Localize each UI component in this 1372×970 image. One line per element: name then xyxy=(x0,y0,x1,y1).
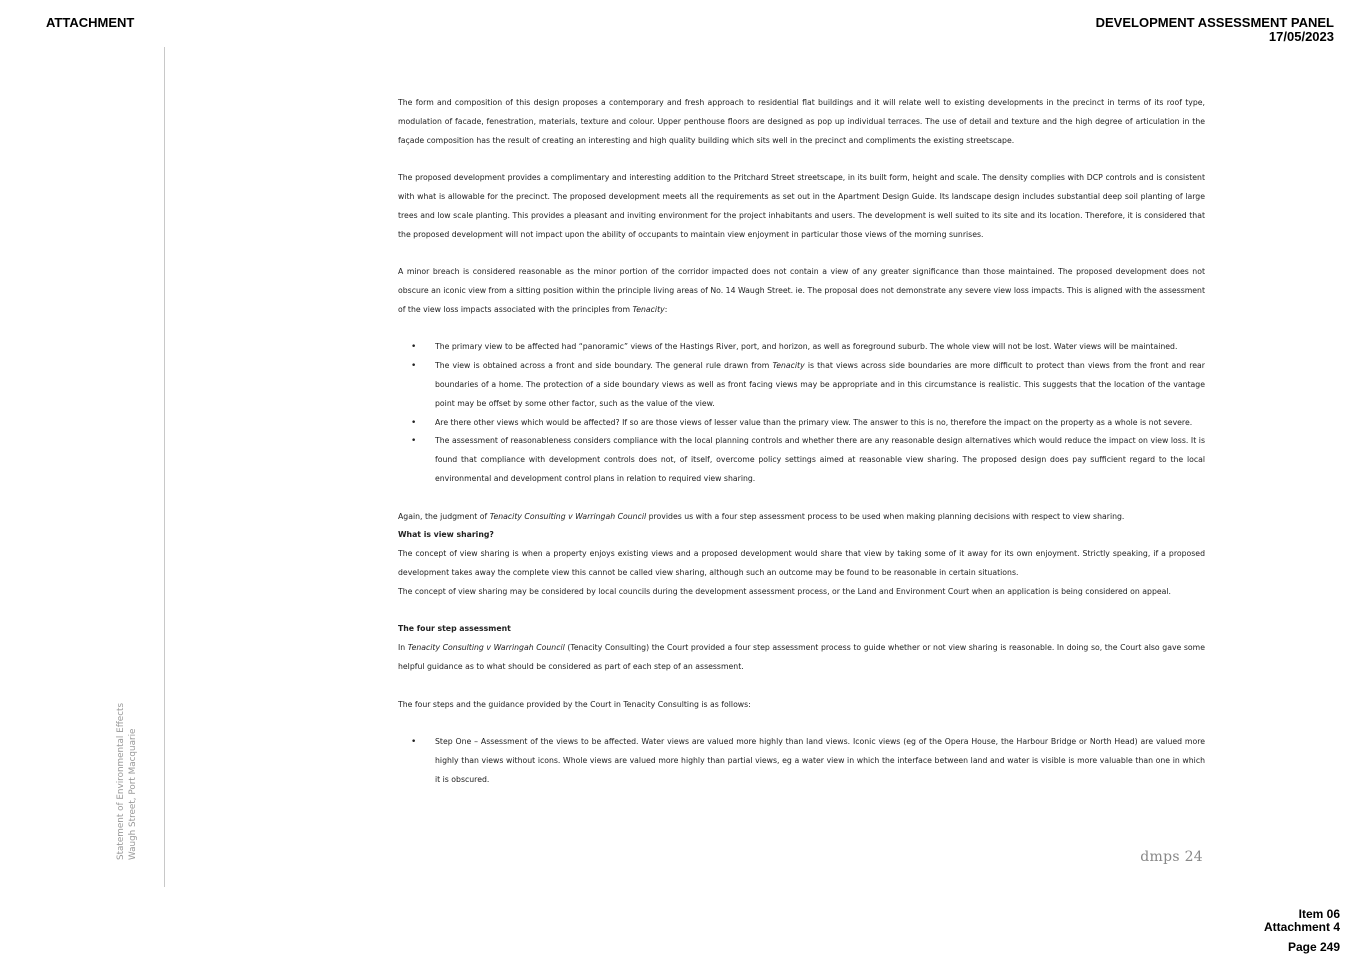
list-item: • The assessment of reasonableness considers compliance with the local planning controls and whether there are any reasonable design alternatives which would reduce the impact on view loss. It is found that compliance with development controls does not, of itself, overcome policy settings aimed at reasonable view sharing. The proposed design does pay sufficient regard to the local environmental and development control plans in relation to required view sharing. xyxy=(398,432,1205,488)
list-item: • Are there other views which would be affected? If so are those views of lesser value than the primary view. The answer to this is no, therefore the impact on the property as a whole is not severe. xyxy=(398,414,1205,433)
list-item: • Step One – Assessment of the views to be affected. Water views are valued more highly than land views. Iconic views (eg of the Opera House, the Harbour Bridge or North Head) are valued more highly than views without icons. Whole views are valued more highly than partial views, eg a water view in which the interface between land and water is visible is more valuable than one in which it is obscured. xyxy=(398,733,1205,789)
footer-page: Page 249 xyxy=(1287,940,1340,954)
view-loss-bullet-list xyxy=(398,338,1205,488)
paragraph: The proposed development provides a complimentary and interesting addition to the Pritchard Street streetscape, in its built form, height and scale. The density complies with DCP controls and is consistent with what is allowable for the precinct. The proposed development meets all the requirements as set out in the Apartment Design Guide. Its landscape design includes substantial deep soil planting of large trees and low scale planting. This provides a pleasant and inviting environment for the project inhabitants and users. The development is well suited to its site and its location. Therefore, it is considered that the proposed development will not impact upon the ability of occupants to maintain view enjoyment in particular those views of the morning sunrises. xyxy=(398,173,1205,239)
section-heading: What is view sharing? xyxy=(398,530,494,540)
header-panel-title: DEVELOPMENT ASSESSMENT PANEL xyxy=(1095,15,1334,30)
page-number-mark: dmps 24 xyxy=(1140,849,1203,865)
margin-divider xyxy=(164,47,165,887)
list-item: • The view is obtained across a front and side boundary. The general rule drawn from Tenacity is that views across side boundaries are more difficult to protect than views from the front and rear boundaries of a home. The protection of a side boundary views as well as front facing views may be appropriate and in this circumstance is realistic. This suggests that the location of the vantage point may be offset by some other factor, such as the value of the view. xyxy=(398,357,1205,413)
paragraph: In Tenacity Consulting v Warringah Council (Tenacity Consulting) the Court provided a four step assessment process to guide whether or not view sharing is reasonable. In doing so, the Court also gave some helpful guidance as to what should be considered as part of each step of an assessment. xyxy=(398,643,1205,671)
paragraph: The form and composition of this design proposes a contemporary and fresh approach to residential flat buildings and it will relate well to existing developments in the precinct in terms of its roof type, modulation of facade, fenestration, materials, texture and colour. Upper penthouse floors are designed as pop up individual terraces. The use of detail and texture and the high degree of articulation in the façade composition has the result of creating an interesting and high quality building which sits well in the precinct and compliments the existing streetscape. xyxy=(398,98,1205,145)
header-panel-info xyxy=(1096,16,1334,44)
footer-item: Item 06 xyxy=(1298,907,1340,921)
paragraph: The concept of view sharing is when a property enjoys existing views and a proposed development would share that view by taking some of it away for its own enjoyment. Strictly speaking, if a proposed development takes away the complete view this cannot be called view sharing, although such an outcome may be found to be reasonable in certain situations. xyxy=(398,549,1205,577)
paragraph: A minor breach is considered reasonable as the minor portion of the corridor impacted does not contain a view of any greater significance than those maintained. The proposed development does not obscure an iconic view from a sitting position within the principle living areas of No. 14 Waugh Street. ie. The proposal does not demonstrate any severe view loss impacts. This is aligned with the assessment of the view loss impacts associated with the principles from Tenacity: xyxy=(398,267,1205,314)
sidebar-document-title xyxy=(115,703,139,860)
document-body xyxy=(398,94,1205,789)
sidebar-title-line2: Waugh Street, Port Macquarie xyxy=(128,728,138,860)
four-step-bullet-list xyxy=(398,733,1205,789)
header-date: 17/05/2023 xyxy=(1268,29,1334,44)
paragraph: The concept of view sharing may be considered by local councils during the development assessment process, or the Land and Environment Court when an application is being considered on appeal. xyxy=(398,586,1172,596)
footer-attachment: Attachment 4 xyxy=(1263,920,1340,934)
sidebar-title-line1: Statement of Environmental Effects xyxy=(116,702,126,860)
paragraph: The four steps and the guidance provided by the Court in Tenacity Consulting is as follows: xyxy=(398,699,751,709)
section-heading: The four step assessment xyxy=(398,624,511,634)
paragraph: Again, the judgment of Tenacity Consulting v Warringah Council provides us with a four step assessment process to be used when making planning decisions with respect to view sharing. xyxy=(398,511,1125,521)
header-attachment-label: ATTACHMENT xyxy=(46,15,135,30)
list-item: • The primary view to be affected had “panoramic” views of the Hastings River, port, and horizon, as well as foreground suburb. The whole view will not be lost. Water views will be maintained. xyxy=(398,338,1205,357)
